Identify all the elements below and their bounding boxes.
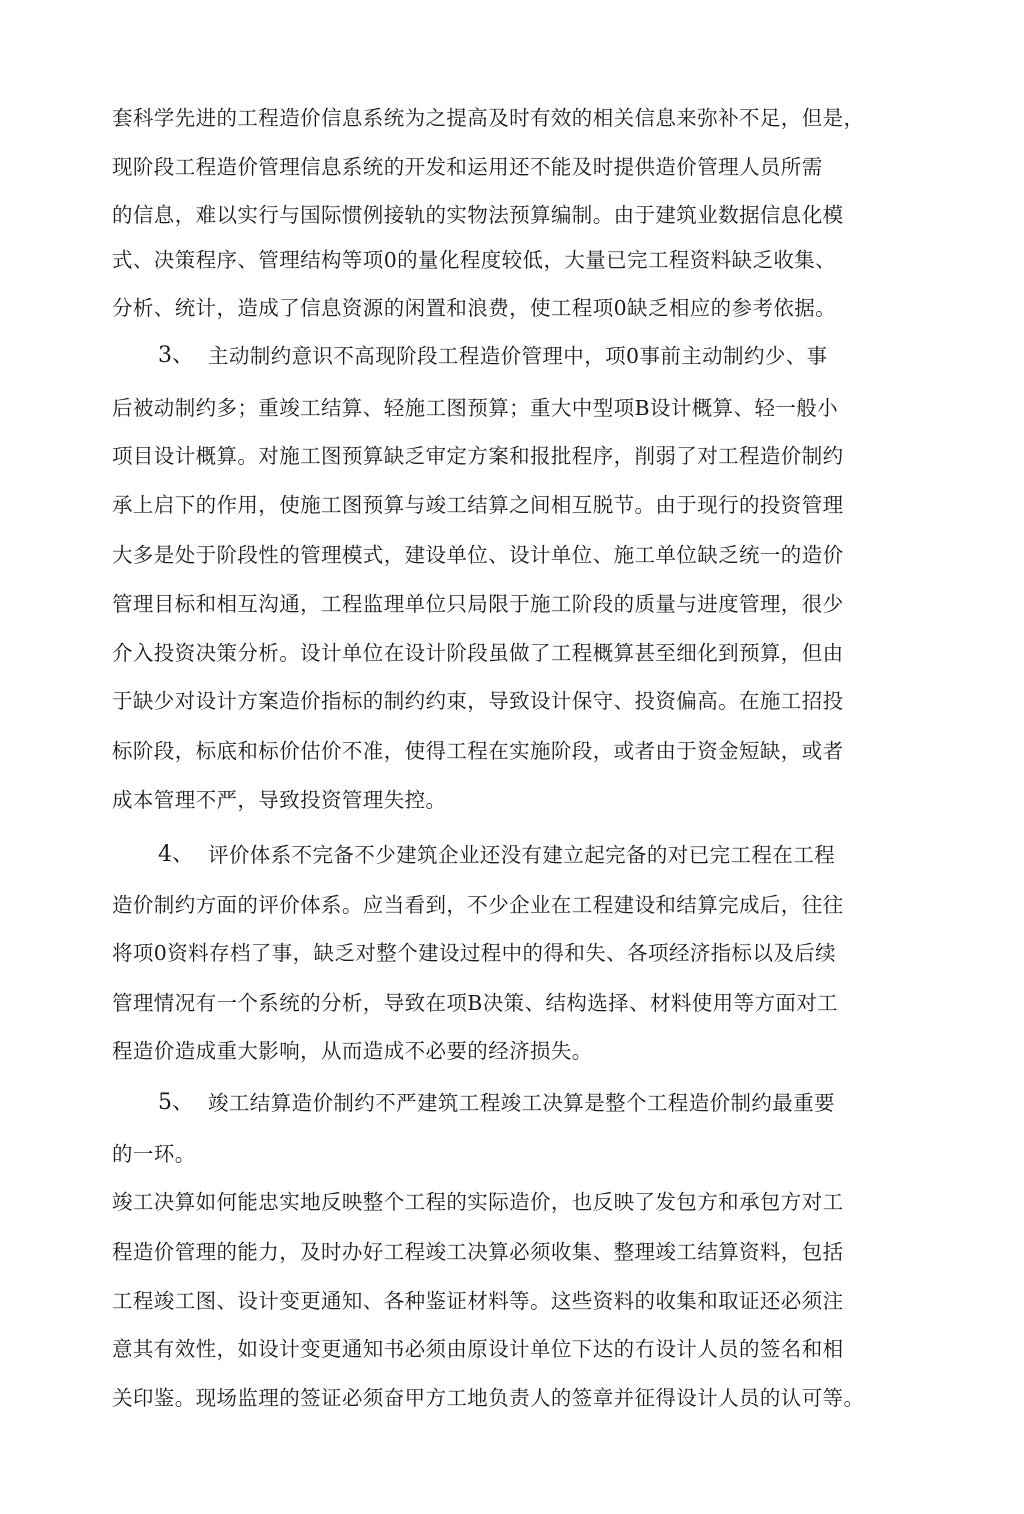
section-4-number: 4、: [158, 842, 194, 867]
section-5-line-1: 的一环。: [112, 1142, 196, 1166]
section-3-line-1: 后被动制约多；重竣工结算、轻施工图预算；重大中型项B设计概算、轻一般小: [112, 396, 839, 420]
section-3-line-3: 承上启下的作用，使施工图预算与竣工结算之间相互脱节。由于现行的投资管理: [112, 493, 844, 517]
section-3-line-2: 项目设计概算。对施工图预算缺乏审定方案和报批程序，削弱了对工程造价制约: [112, 444, 844, 468]
section-3-line-4: 大多是处于阶段性的管理模式，建设单位、设计单位、施工单位缺乏统一的造价: [112, 543, 844, 567]
section-3-line-8: 标阶段，标底和标价估价不准，使得工程在实施阶段，或者由于资金短缺，或者: [112, 739, 844, 763]
intro-line-3: 的信息，难以实行与国际惯例接轨的实物法预算编制。由于建筑业数据信息化模: [112, 203, 844, 227]
section-4-line-3: 管理情况有一个系统的分析，导致在项B决策、结构选择、材料使用等方面对工: [112, 991, 839, 1015]
intro-line-1: 套科学先进的工程造价信息系统为之提高及时有效的相关信息来弥补不足，但是，: [112, 106, 865, 130]
section-5-line-5: 意其有效性，如设计变更通知书必须由原设计单位下达的冇设计人员的签名和相: [112, 1337, 844, 1361]
intro-line-2: 现阶段工程造价管理信息系统的开发和运用还不能及时提供造价管理人员所需: [112, 155, 823, 179]
section-3-heading-line: 主动制约意识不高现阶段工程造价管理中，项0事前主动制约少、事: [208, 344, 828, 368]
section-5-line-4: 工程竣工图、设计变更通知、各种鉴证材料等。这些资料的收集和取证还必须注: [112, 1289, 844, 1313]
section-3-line-6: 介入投资决策分析。设计单位在设计阶段虽做了工程概算甚至细化到预算，但由: [112, 641, 844, 665]
intro-line-5: 分析、统计，造成了信息资源的闲置和浪费，使工程项0缺乏相应的参考依据。: [112, 296, 837, 320]
section-4-line-4: 程造价造成重大影响，从而造成不必要的经济损失。: [112, 1039, 593, 1063]
section-3-line-5: 管理目标和相互沟通，工程监理单位只局限于施工阶段的质量与进度管理，很少: [112, 592, 844, 616]
intro-line-4: 式、决策程序、管理结构等项0的量化程度较低，大量已完工程资料缺乏收集、: [112, 248, 837, 272]
section-5-number: 5、: [158, 1090, 194, 1115]
section-4-line-1: 造价制约方面的评价体系。应当看到，不少企业在工程建设和结算完成后，往往: [112, 893, 844, 917]
section-3-line-7: 于缺少对设计方案造价指标的制约约束，导致设计保守、投资偏高。在施工招投: [112, 689, 844, 713]
section-5-heading-line: 竣工结算造价制约不严建筑工程竣工决算是整个工程造价制约最重要: [208, 1091, 835, 1115]
section-5-line-6: 关印鉴。现场监理的签证必须奋甲方工地负责人的签章并征得设计人员的认可等。: [112, 1386, 865, 1410]
section-3-line-9: 成本管理不严，导致投资管理失控。: [112, 788, 447, 812]
section-4-line-2: 将项0资料存档了事，缺乏对整个建设过程中的得和失、各项经济指标以及后续: [112, 941, 837, 965]
section-3-number: 3、: [158, 343, 194, 368]
section-5-line-3: 程造价管理的能力，及时办好工程竣工决算必须收集、整理竣工结算资料，包括: [112, 1240, 844, 1264]
section-4-heading-line: 评价体系不完备不少建筑企业还没有建立起完备的对已完工程在工程: [208, 843, 835, 867]
section-5-line-2: 竣工决算如何能忠实地反映整个工程的实际造价，也反映了发包方和承包方对工: [112, 1190, 844, 1214]
